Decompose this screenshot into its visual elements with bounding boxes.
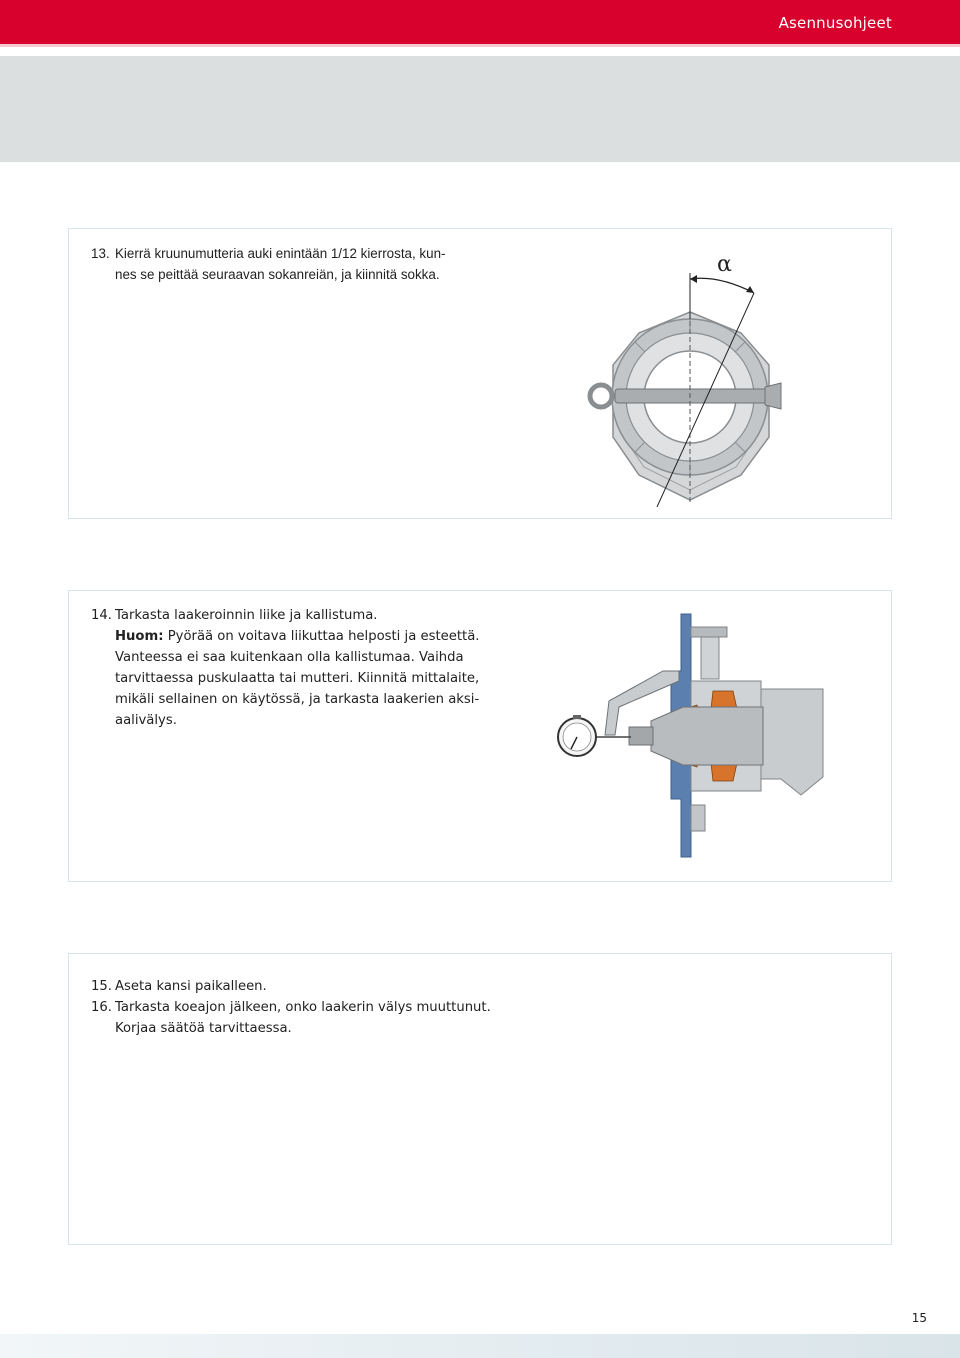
step-14-text [91, 605, 479, 731]
step-14-line-2: Pyörää on voitava liikuttaa helposti ja esteettä. [163, 629, 480, 644]
step-15-16-panel [68, 953, 892, 1245]
step-14-line-6: aalivälys. [115, 713, 177, 728]
step-number: 14. [91, 608, 112, 623]
bearing-measurement-figure [533, 609, 833, 859]
footer-band [0, 1334, 960, 1358]
grey-banner [0, 56, 960, 162]
step-16-line-1: Tarkasta koeajon jälkeen, onko laakerin välys muuttunut. [115, 1000, 491, 1015]
step-14-line-4: tarvittaessa puskulaatta tai mutteri. Kiinnitä mittalaite, [115, 671, 480, 686]
step-13-panel [68, 228, 892, 519]
step-15-text: Aseta kansi paikalleen. [115, 979, 267, 994]
crown-nut-figure [569, 237, 829, 507]
step-number: 13. [91, 246, 110, 261]
step-16-line-2: Korjaa säätöä tarvittaessa. [115, 1021, 292, 1036]
step-15-16-text [91, 976, 491, 1039]
header-divider [0, 44, 960, 47]
step-13-text [91, 243, 445, 285]
note-label: Huom: [115, 629, 164, 644]
alpha-label: α [717, 252, 732, 277]
step-13-line-1: Kierrä kruunumutteria auki enintään 1/12 kierrosta, kun- [115, 246, 446, 261]
step-14-panel [68, 590, 892, 882]
step-13-line-2: nes se peittää seuraavan sokanreiän, ja kiinnitä sokka. [115, 267, 440, 282]
step-14-line-5: mikäli sellainen on käytössä, ja tarkasta laakerien aksi- [115, 692, 480, 707]
page-number: 15 [911, 1311, 927, 1325]
step-14-line-3: Vanteessa ei saa kuitenkaan olla kallistumaa. Vaihda [115, 650, 464, 665]
header-title: Asennusohjeet [778, 14, 892, 32]
step-number: 16. [91, 1000, 112, 1015]
step-number: 15. [91, 979, 112, 994]
step-14-line-1: Tarkasta laakeroinnin liike ja kallistuma. [115, 608, 378, 623]
